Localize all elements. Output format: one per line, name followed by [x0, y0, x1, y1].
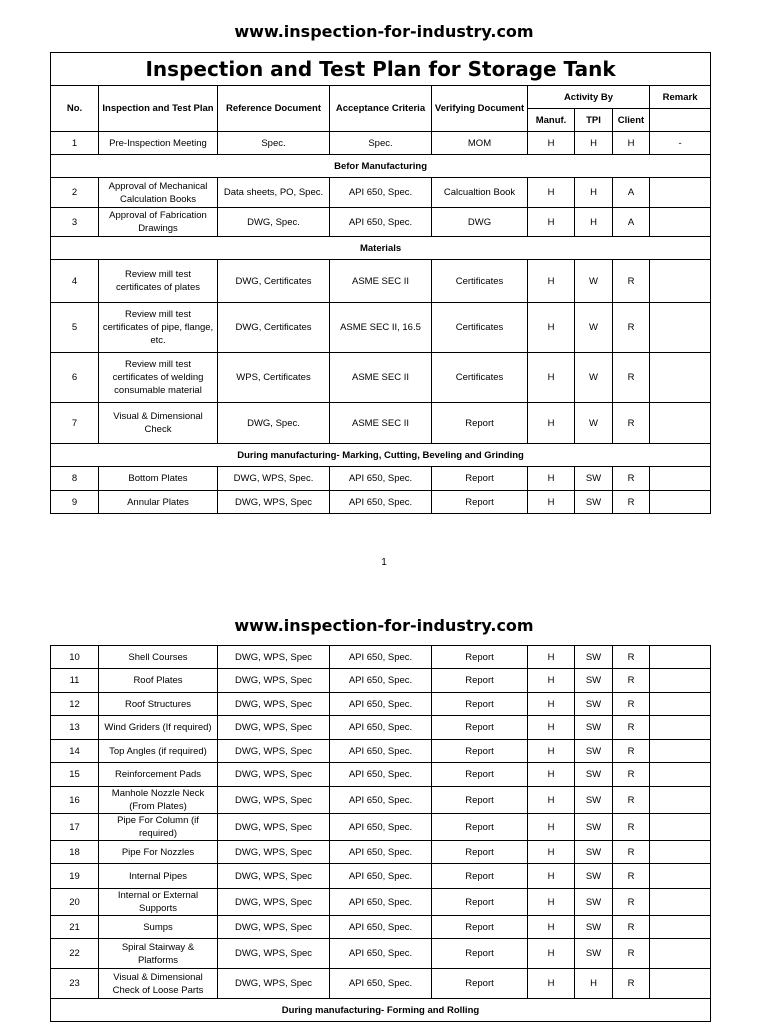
cell-manuf: H	[528, 916, 575, 939]
cell-no: 17	[51, 814, 99, 841]
cell-no: 16	[51, 787, 99, 814]
section-row	[51, 999, 711, 1022]
cell-manuf: H	[528, 303, 575, 353]
cell-remark	[650, 491, 711, 514]
table-row	[51, 916, 711, 939]
cell-client: R	[613, 491, 650, 514]
cell-tpi: SW	[575, 864, 613, 889]
cell-plan: Wind Griders (If required)	[99, 716, 218, 740]
cell-verifying: Report	[432, 740, 528, 763]
cell-remark	[650, 178, 711, 208]
cell-verifying: Certificates	[432, 303, 528, 353]
cell-verifying: Report	[432, 491, 528, 514]
cell-no: 14	[51, 740, 99, 763]
cell-acceptance: API 650, Spec.	[330, 208, 432, 237]
cell-plan: Spiral Stairway & Platforms	[99, 939, 218, 969]
cell-verifying: Report	[432, 693, 528, 716]
cell-acceptance: API 650, Spec.	[330, 178, 432, 208]
table-row	[51, 763, 711, 787]
cell-plan: Roof Plates	[99, 669, 218, 693]
cell-verifying: Report	[432, 814, 528, 841]
cell-no: 9	[51, 491, 99, 514]
cell-remark	[650, 969, 711, 999]
section-row	[51, 237, 711, 260]
cell-plan: Approval of Fabrication Drawings	[99, 208, 218, 237]
cell-remark	[650, 814, 711, 841]
table-row	[51, 969, 711, 999]
cell-tpi: SW	[575, 916, 613, 939]
cell-no: 12	[51, 693, 99, 716]
cell-no: 11	[51, 669, 99, 693]
cell-remark	[650, 864, 711, 889]
cell-manuf: H	[528, 969, 575, 999]
cell-remark	[650, 260, 711, 303]
header-client: Client	[613, 109, 650, 132]
cell-verifying: Report	[432, 787, 528, 814]
cell-manuf: H	[528, 740, 575, 763]
site-url: www.inspection-for-industry.com	[234, 616, 534, 635]
cell-remark	[650, 939, 711, 969]
itp-table-page-1	[50, 52, 711, 514]
cell-remark	[650, 889, 711, 916]
cell-tpi: SW	[575, 787, 613, 814]
cell-acceptance: ASME SEC II	[330, 403, 432, 444]
cell-remark	[650, 716, 711, 740]
cell-no: 5	[51, 303, 99, 353]
cell-verifying: Report	[432, 716, 528, 740]
cell-acceptance: API 650, Spec.	[330, 693, 432, 716]
cell-no: 13	[51, 716, 99, 740]
cell-reference: DWG, Spec.	[218, 403, 330, 444]
cell-no: 23	[51, 969, 99, 999]
cell-manuf: H	[528, 353, 575, 403]
cell-plan: Review mill test certificates of pipe, flange, etc.	[99, 303, 218, 353]
cell-no: 10	[51, 646, 99, 669]
cell-reference: WPS, Certificates	[218, 353, 330, 403]
cell-reference: DWG, WPS, Spec	[218, 491, 330, 514]
cell-reference: DWG, WPS, Spec	[218, 814, 330, 841]
cell-acceptance: API 650, Spec.	[330, 491, 432, 514]
cell-tpi: SW	[575, 716, 613, 740]
cell-remark	[650, 916, 711, 939]
cell-reference: DWG, Spec.	[218, 208, 330, 237]
table-row	[51, 669, 711, 693]
table-row	[51, 787, 711, 814]
cell-no: 6	[51, 353, 99, 403]
table-row	[51, 864, 711, 889]
cell-no: 1	[51, 132, 99, 155]
cell-client: R	[613, 889, 650, 916]
cell-plan: Annular Plates	[99, 491, 218, 514]
cell-client: R	[613, 740, 650, 763]
cell-tpi: W	[575, 260, 613, 303]
cell-manuf: H	[528, 787, 575, 814]
table-row	[51, 353, 711, 403]
cell-acceptance: API 650, Spec.	[330, 646, 432, 669]
cell-verifying: Report	[432, 969, 528, 999]
cell-acceptance: API 650, Spec.	[330, 787, 432, 814]
cell-tpi: H	[575, 178, 613, 208]
cell-acceptance: API 650, Spec.	[330, 864, 432, 889]
cell-plan: Pipe For Column (if required)	[99, 814, 218, 841]
cell-client: R	[613, 841, 650, 864]
cell-manuf: H	[528, 716, 575, 740]
cell-client: R	[613, 669, 650, 693]
header-acceptance-criteria: Acceptance Criteria	[330, 86, 432, 132]
cell-tpi: SW	[575, 693, 613, 716]
section-row	[51, 155, 711, 178]
cell-plan: Shell Courses	[99, 646, 218, 669]
cell-tpi: SW	[575, 763, 613, 787]
cell-tpi: H	[575, 969, 613, 999]
cell-tpi: SW	[575, 467, 613, 491]
cell-verifying: Report	[432, 763, 528, 787]
itp-table-page-2	[50, 645, 711, 1022]
cell-no: 15	[51, 763, 99, 787]
cell-client: R	[613, 403, 650, 444]
cell-acceptance: API 650, Spec.	[330, 889, 432, 916]
cell-client: R	[613, 939, 650, 969]
section-heading: Befor Manufacturing	[51, 155, 711, 178]
cell-manuf: H	[528, 814, 575, 841]
cell-tpi: W	[575, 303, 613, 353]
header-tpi: TPI	[575, 109, 613, 132]
cell-client: R	[613, 716, 650, 740]
cell-no: 22	[51, 939, 99, 969]
cell-acceptance: API 650, Spec.	[330, 740, 432, 763]
cell-client: R	[613, 787, 650, 814]
cell-verifying: Certificates	[432, 353, 528, 403]
cell-tpi: W	[575, 403, 613, 444]
cell-client: R	[613, 467, 650, 491]
table-row	[51, 814, 711, 841]
cell-client: R	[613, 969, 650, 999]
table-row	[51, 303, 711, 353]
cell-plan: Internal Pipes	[99, 864, 218, 889]
cell-plan: Pipe For Nozzles	[99, 841, 218, 864]
cell-acceptance: ASME SEC II	[330, 353, 432, 403]
table-row	[51, 491, 711, 514]
cell-tpi: W	[575, 353, 613, 403]
cell-plan: Reinforcement Pads	[99, 763, 218, 787]
cell-reference: DWG, WPS, Spec	[218, 646, 330, 669]
cell-reference: DWG, WPS, Spec	[218, 939, 330, 969]
cell-verifying: Report	[432, 646, 528, 669]
cell-plan: Pre-Inspection Meeting	[99, 132, 218, 155]
cell-client: R	[613, 763, 650, 787]
cell-verifying: Report	[432, 669, 528, 693]
cell-reference: DWG, WPS, Spec	[218, 841, 330, 864]
cell-verifying: Report	[432, 841, 528, 864]
cell-tpi: SW	[575, 646, 613, 669]
cell-no: 4	[51, 260, 99, 303]
cell-acceptance: ASME SEC II, 16.5	[330, 303, 432, 353]
cell-no: 20	[51, 889, 99, 916]
cell-reference: DWG, WPS, Spec	[218, 716, 330, 740]
cell-client: R	[613, 693, 650, 716]
cell-manuf: H	[528, 693, 575, 716]
cell-tpi: SW	[575, 669, 613, 693]
cell-reference: DWG, WPS, Spec	[218, 740, 330, 763]
cell-plan: Sumps	[99, 916, 218, 939]
table-row	[51, 132, 711, 155]
cell-plan: Manhole Nozzle Neck (From Plates)	[99, 787, 218, 814]
table-row	[51, 208, 711, 237]
cell-remark	[650, 403, 711, 444]
cell-reference: Data sheets, PO, Spec.	[218, 178, 330, 208]
table-row	[51, 740, 711, 763]
cell-manuf: H	[528, 669, 575, 693]
cell-reference: Spec.	[218, 132, 330, 155]
cell-verifying: Report	[432, 939, 528, 969]
cell-remark	[650, 303, 711, 353]
cell-no: 21	[51, 916, 99, 939]
cell-remark	[650, 841, 711, 864]
cell-remark	[650, 467, 711, 491]
cell-reference: DWG, WPS, Spec	[218, 889, 330, 916]
cell-client: R	[613, 916, 650, 939]
cell-plan: Visual & Dimensional Check	[99, 403, 218, 444]
cell-plan: Internal or External Supports	[99, 889, 218, 916]
cell-reference: DWG, WPS, Spec	[218, 763, 330, 787]
cell-verifying: Report	[432, 467, 528, 491]
cell-manuf: H	[528, 260, 575, 303]
cell-reference: DWG, WPS, Spec	[218, 669, 330, 693]
cell-acceptance: API 650, Spec.	[330, 763, 432, 787]
cell-tpi: H	[575, 208, 613, 237]
table-row	[51, 693, 711, 716]
cell-verifying: MOM	[432, 132, 528, 155]
document-title: Inspection and Test Plan for Storage Tank	[51, 53, 711, 86]
cell-reference: DWG, WPS, Spec	[218, 693, 330, 716]
cell-remark	[650, 787, 711, 814]
table-row	[51, 646, 711, 669]
cell-acceptance: ASME SEC II	[330, 260, 432, 303]
cell-no: 8	[51, 467, 99, 491]
cell-acceptance: API 650, Spec.	[330, 716, 432, 740]
table-row	[51, 403, 711, 444]
cell-acceptance: API 650, Spec.	[330, 669, 432, 693]
header-manuf: Manuf.	[528, 109, 575, 132]
header-remark: Remark	[650, 86, 711, 109]
cell-client: R	[613, 260, 650, 303]
cell-no: 18	[51, 841, 99, 864]
header-inspection-plan: Inspection and Test Plan	[99, 86, 218, 132]
cell-client: R	[613, 814, 650, 841]
cell-acceptance: API 650, Spec.	[330, 939, 432, 969]
cell-client: R	[613, 646, 650, 669]
table-row	[51, 467, 711, 491]
cell-manuf: H	[528, 939, 575, 969]
cell-client: R	[613, 353, 650, 403]
cell-no: 2	[51, 178, 99, 208]
cell-tpi: H	[575, 132, 613, 155]
cell-remark	[650, 763, 711, 787]
cell-acceptance: API 650, Spec.	[330, 916, 432, 939]
cell-plan: Roof Structures	[99, 693, 218, 716]
cell-verifying: Report	[432, 916, 528, 939]
cell-no: 3	[51, 208, 99, 237]
cell-manuf: H	[528, 841, 575, 864]
cell-verifying: Report	[432, 864, 528, 889]
cell-reference: DWG, WPS, Spec	[218, 969, 330, 999]
cell-verifying: DWG	[432, 208, 528, 237]
cell-manuf: H	[528, 889, 575, 916]
cell-verifying: Report	[432, 889, 528, 916]
cell-remark	[650, 646, 711, 669]
cell-reference: DWG, Certificates	[218, 260, 330, 303]
cell-acceptance: API 650, Spec.	[330, 814, 432, 841]
cell-client: R	[613, 303, 650, 353]
cell-plan: Approval of Mechanical Calculation Books	[99, 178, 218, 208]
cell-reference: DWG, WPS, Spec.	[218, 467, 330, 491]
cell-manuf: H	[528, 864, 575, 889]
cell-client: A	[613, 208, 650, 237]
cell-acceptance: Spec.	[330, 132, 432, 155]
cell-acceptance: API 650, Spec.	[330, 467, 432, 491]
cell-manuf: H	[528, 208, 575, 237]
cell-acceptance: API 650, Spec.	[330, 969, 432, 999]
cell-reference: DWG, WPS, Spec	[218, 864, 330, 889]
cell-manuf: H	[528, 467, 575, 491]
cell-tpi: SW	[575, 814, 613, 841]
cell-acceptance: API 650, Spec.	[330, 841, 432, 864]
cell-verifying: Certificates	[432, 260, 528, 303]
cell-reference: DWG, Certificates	[218, 303, 330, 353]
cell-client: H	[613, 132, 650, 155]
header-verifying-document: Verifying Document	[432, 86, 528, 132]
cell-verifying: Calcualtion Book	[432, 178, 528, 208]
cell-plan: Top Angles (if required)	[99, 740, 218, 763]
cell-reference: DWG, WPS, Spec	[218, 916, 330, 939]
cell-remark	[650, 353, 711, 403]
cell-remark	[650, 208, 711, 237]
section-heading: During manufacturing- Marking, Cutting, Beveling and Grinding	[51, 444, 711, 467]
cell-manuf: H	[528, 132, 575, 155]
cell-reference: DWG, WPS, Spec	[218, 787, 330, 814]
cell-plan: Bottom Plates	[99, 467, 218, 491]
table-row	[51, 178, 711, 208]
site-url: www.inspection-for-industry.com	[234, 22, 534, 41]
cell-client: A	[613, 178, 650, 208]
cell-tpi: SW	[575, 491, 613, 514]
cell-tpi: SW	[575, 939, 613, 969]
cell-remark	[650, 740, 711, 763]
header-activity-by: Activity By	[528, 86, 650, 109]
cell-manuf: H	[528, 763, 575, 787]
cell-client: R	[613, 864, 650, 889]
cell-plan: Visual & Dimensional Check of Loose Parts	[99, 969, 218, 999]
section-heading: Materials	[51, 237, 711, 260]
cell-no: 7	[51, 403, 99, 444]
cell-plan: Review mill test certificates of welding consumable material	[99, 353, 218, 403]
cell-verifying: Report	[432, 403, 528, 444]
table-row	[51, 841, 711, 864]
cell-tpi: SW	[575, 740, 613, 763]
header-remark-blank	[650, 109, 711, 132]
cell-manuf: H	[528, 491, 575, 514]
page-number: 1	[381, 557, 387, 568]
cell-manuf: H	[528, 403, 575, 444]
cell-manuf: H	[528, 646, 575, 669]
cell-no: 19	[51, 864, 99, 889]
cell-remark	[650, 669, 711, 693]
cell-manuf: H	[528, 178, 575, 208]
header-reference-document: Reference Document	[218, 86, 330, 132]
header-no: No.	[51, 86, 99, 132]
cell-plan: Review mill test certificates of plates	[99, 260, 218, 303]
section-row	[51, 444, 711, 467]
table-row	[51, 260, 711, 303]
section-heading: During manufacturing- Forming and Rolling	[51, 999, 711, 1022]
table-row	[51, 716, 711, 740]
cell-remark	[650, 693, 711, 716]
cell-remark: -	[650, 132, 711, 155]
cell-tpi: SW	[575, 889, 613, 916]
table-row	[51, 889, 711, 916]
cell-tpi: SW	[575, 841, 613, 864]
table-row	[51, 939, 711, 969]
